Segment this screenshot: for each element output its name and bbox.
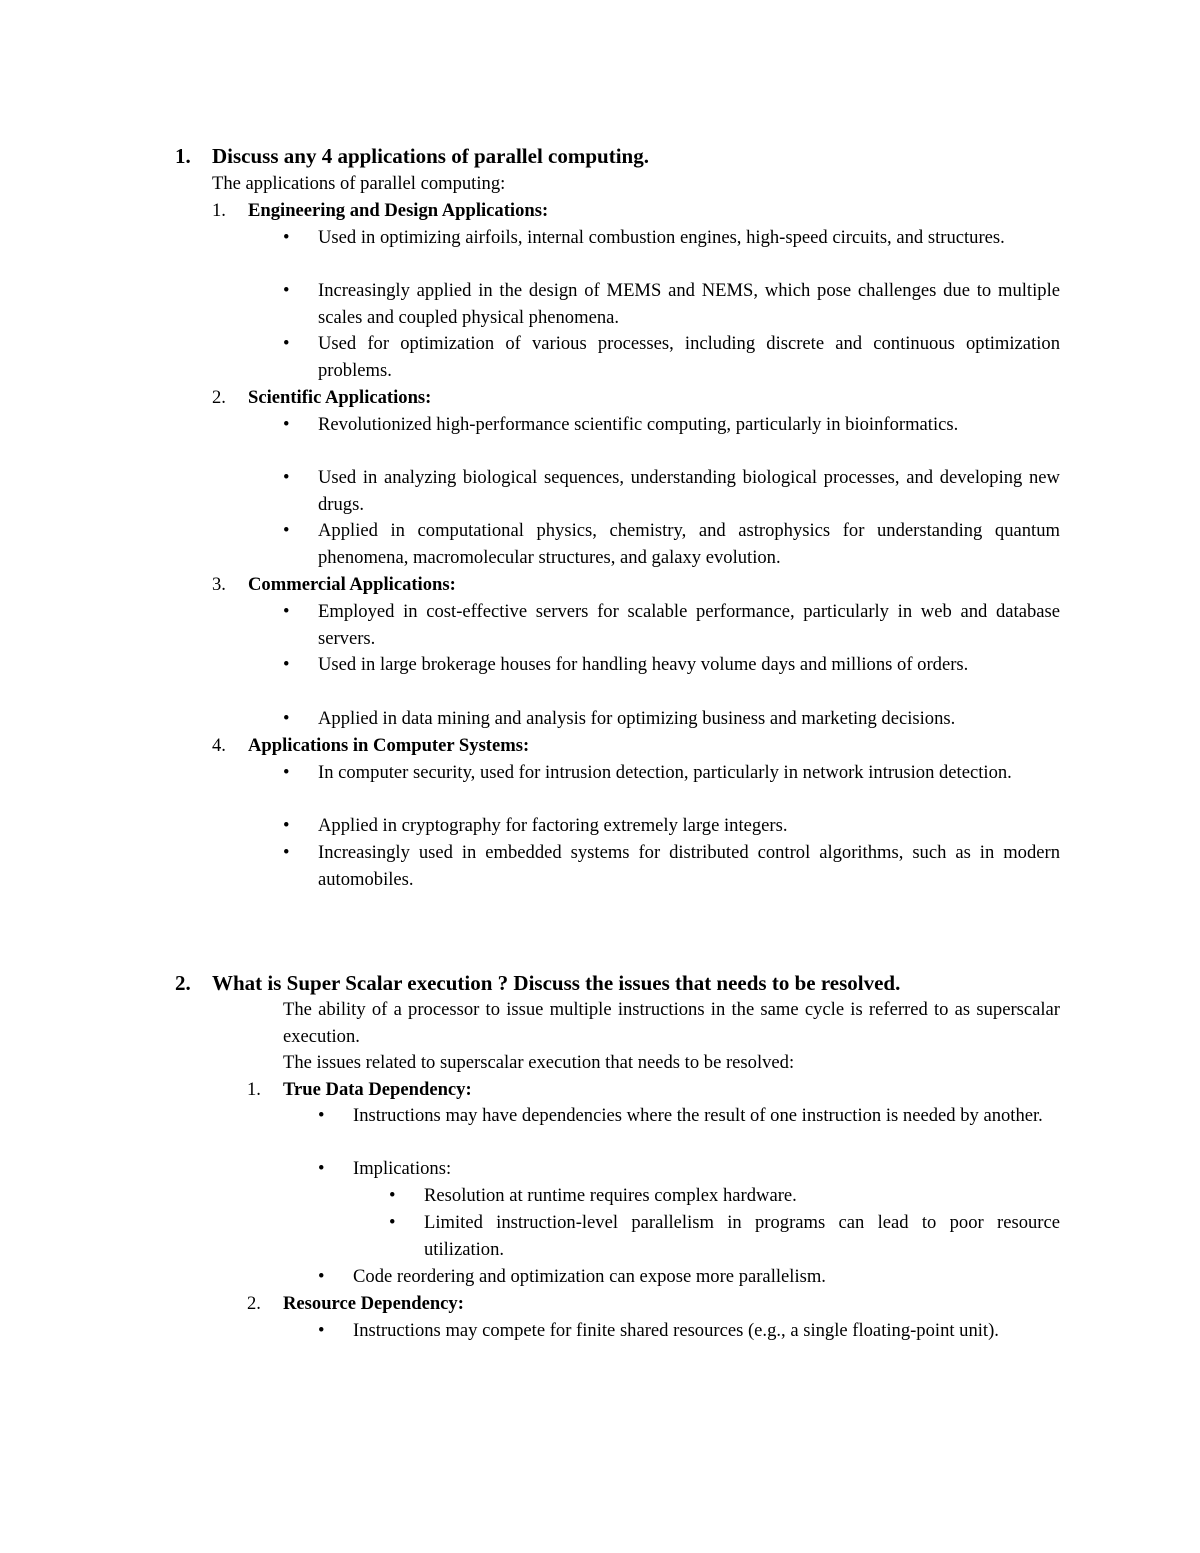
list-item: [283, 760, 1060, 787]
bullet-text: Instructions may compete for finite shared resources (e.g., a single floating-point unit).: [353, 1320, 999, 1341]
list-item: [283, 706, 1060, 733]
bullet-icon: •: [283, 467, 290, 488]
bullet-icon: •: [318, 1320, 325, 1341]
bullet-text: Applied in data mining and analysis for optimizing business and marketing decisions.: [318, 708, 956, 729]
bullet-icon: •: [318, 1158, 325, 1179]
question-number: 2.: [175, 971, 191, 995]
bullet-text: Employed in cost-effective servers for scalable performance, particularly in web and database servers.: [318, 601, 1060, 649]
bullet-text: Applied in cryptography for factoring extremely large integers.: [318, 815, 788, 836]
section-heading: Resource Dependency:: [283, 1293, 464, 1314]
section-heading: Applications in Computer Systems:: [248, 735, 530, 756]
bullet-text: Increasingly applied in the design of MEMS and NEMS, which pose challenges due to multiple scales and coupled physical phenomena.: [318, 280, 1060, 328]
q2-issues-intro: The issues related to superscalar execution that needs to be resolved:: [283, 1052, 795, 1073]
bullet-text: Code reordering and optimization can expose more parallelism.: [353, 1266, 826, 1287]
list-item: [318, 1103, 1060, 1130]
bullet-icon: •: [283, 708, 290, 729]
list-item: [283, 518, 1060, 571]
list-item: [389, 1183, 1060, 1210]
bullet-icon: •: [283, 520, 290, 541]
bullet-text: Limited instruction-level parallelism in programs can lead to poor resource utilization.: [424, 1212, 1060, 1260]
list-item: [283, 652, 1060, 679]
bullet-icon: •: [283, 842, 290, 863]
bullet-text: Instructions may have dependencies where the result of one instruction is needed by another.: [353, 1105, 1043, 1126]
bullet-text: Increasingly used in embedded systems for distributed control algorithms, such as in modern automobiles.: [318, 842, 1060, 890]
bullet-icon: •: [283, 762, 290, 783]
q1-intro: The applications of parallel computing:: [212, 173, 506, 194]
question-title: What is Super Scalar execution ? Discuss the issues that needs to be resolved.: [212, 971, 901, 995]
list-item: [283, 465, 1060, 518]
bullet-icon: •: [283, 601, 290, 622]
question-number: 1.: [175, 144, 191, 168]
bullet-icon: •: [318, 1105, 325, 1126]
list-item: [283, 813, 1060, 840]
bullet-icon: •: [389, 1185, 396, 1206]
list-item: [283, 840, 1060, 893]
bullet-icon: •: [283, 654, 290, 675]
section-heading: Commercial Applications:: [248, 574, 456, 595]
bullet-icon: •: [283, 227, 290, 248]
section-number: 1.: [247, 1079, 261, 1100]
list-item: [283, 599, 1060, 652]
bullet-text: In computer security, used for intrusion detection, particularly in network intrusion detection.: [318, 762, 1012, 783]
bullet-text: Used in optimizing airfoils, internal combustion engines, high-speed circuits, and structures.: [318, 227, 1005, 248]
section-number: 3.: [212, 574, 226, 595]
section-number: 2.: [212, 387, 226, 408]
list-item: [389, 1210, 1060, 1263]
bullet-icon: •: [389, 1212, 396, 1233]
bullet-icon: •: [283, 414, 290, 435]
question-title: Discuss any 4 applications of parallel computing.: [212, 144, 649, 168]
bullet-icon: •: [318, 1266, 325, 1287]
list-item: [283, 278, 1060, 331]
section-heading: Engineering and Design Applications:: [248, 200, 549, 221]
section-number: 1.: [212, 200, 226, 221]
section-heading: True Data Dependency:: [283, 1079, 472, 1100]
bullet-icon: •: [283, 815, 290, 836]
list-item: [318, 1156, 1060, 1183]
bullet-text: Used for optimization of various processes, including discrete and continuous optimization problems.: [318, 333, 1060, 381]
bullet-text: Resolution at runtime requires complex hardware.: [424, 1185, 797, 1206]
section-heading: Scientific Applications:: [248, 387, 432, 408]
list-item: [283, 331, 1060, 384]
bullet-text: Applied in computational physics, chemistry, and astrophysics for understanding quantum phenomena, macromolecular structures, and galaxy evolution.: [318, 520, 1060, 568]
section-number: 2.: [247, 1293, 261, 1314]
list-item: [283, 225, 1060, 252]
bullet-text: Revolutionized high-performance scientific computing, particularly in bioinformatics.: [318, 414, 959, 435]
list-item: [283, 412, 1060, 439]
bullet-icon: •: [283, 280, 290, 301]
bullet-text: Used in analyzing biological sequences, understanding biological processes, and developing new drugs.: [318, 467, 1060, 515]
bullet-text: Implications:: [353, 1158, 452, 1179]
list-item: [318, 1264, 1060, 1291]
q2-definition: The ability of a processor to issue multiple instructions in the same cycle is referred to as superscalar execution.: [283, 999, 1060, 1047]
list-item: [318, 1318, 1060, 1345]
bullet-text: Used in large brokerage houses for handling heavy volume days and millions of orders.: [318, 654, 969, 675]
section-number: 4.: [212, 735, 226, 756]
bullet-icon: •: [283, 333, 290, 354]
